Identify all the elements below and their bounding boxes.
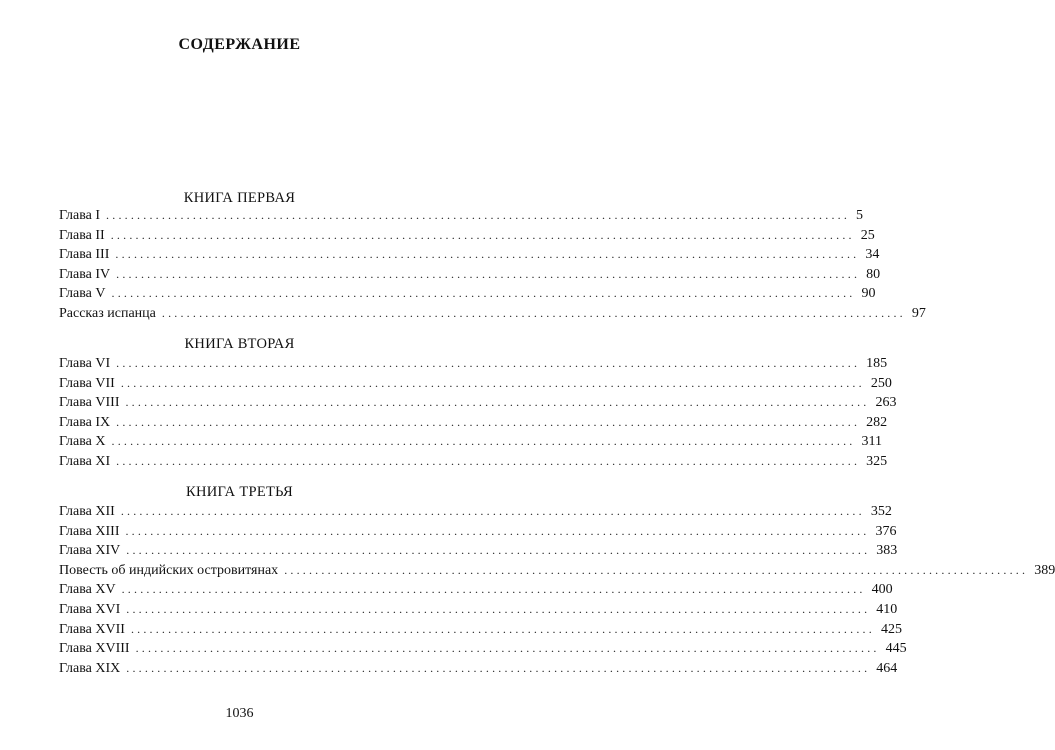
toc-entry-label: Глава I xyxy=(59,208,101,223)
dot-leader: ........................................................................................................................ xyxy=(130,621,875,636)
toc-entry-page: 263 xyxy=(875,395,897,411)
dot-leader: ........................................................................................................................ xyxy=(284,562,1029,577)
toc-entry-page: 400 xyxy=(871,582,893,598)
toc-list-book-3 xyxy=(59,502,1055,678)
dot-leader: ........................................................................................................................ xyxy=(106,208,851,222)
toc-entry-page: 80 xyxy=(866,266,881,282)
toc-entry-label: Глава III xyxy=(59,247,110,263)
toc-entry-page: 250 xyxy=(870,375,892,391)
toc-list-book-1 xyxy=(59,206,926,324)
toc-entry-label: Глава XIII xyxy=(59,523,120,539)
toc-entry-label: Глава XIX xyxy=(59,660,121,676)
toc-entry-page: 352 xyxy=(870,504,892,519)
dot-leader: ........................................................................................................................ xyxy=(116,356,861,370)
toc-entry-label: Рассказ испанца xyxy=(59,305,156,321)
toc-entry-page: 25 xyxy=(860,227,875,243)
dot-leader: ........................................................................................................................ xyxy=(115,247,860,262)
page-title: СОДЕРЖАНИЕ xyxy=(178,36,301,53)
toc-entry-page: 464 xyxy=(876,660,898,676)
toc-entry-label: Глава IX xyxy=(59,414,111,430)
toc-entry-page: 445 xyxy=(885,641,907,657)
toc-entry[interactable] xyxy=(59,354,888,374)
toc-entry-page: 282 xyxy=(866,414,888,430)
toc-entry[interactable] xyxy=(59,452,888,472)
dot-leader: ........................................................................................................................ xyxy=(116,266,861,281)
toc-entry-page: 410 xyxy=(876,601,898,617)
toc-entry-label: Глава XII xyxy=(59,504,115,519)
toc-entry[interactable] xyxy=(59,659,898,679)
dot-leader: ........................................................................................................................ xyxy=(110,227,855,242)
toc-entry-label: Глава X xyxy=(59,434,106,450)
dot-leader: ........................................................................................................................ xyxy=(120,504,865,518)
toc-entry-label: Глава XI xyxy=(59,453,111,469)
toc-entry-label: Глава XV xyxy=(59,582,116,598)
toc-entry[interactable] xyxy=(59,561,1055,581)
dot-leader: ........................................................................................................................ xyxy=(111,286,856,301)
toc-entry[interactable] xyxy=(59,432,882,452)
toc-entry[interactable] xyxy=(59,620,902,640)
toc-entry-page: 389 xyxy=(1034,562,1055,578)
toc-entry[interactable] xyxy=(59,265,881,285)
toc-list-book-2 xyxy=(59,354,897,472)
toc-entry-page: 185 xyxy=(866,356,888,371)
toc-entry-page: 376 xyxy=(875,523,897,539)
toc-entry-label: Глава VIII xyxy=(59,395,120,411)
toc-entry[interactable] xyxy=(59,541,898,561)
toc-entry[interactable] xyxy=(59,374,892,394)
dot-leader: ........................................................................................................................ xyxy=(116,414,861,429)
dot-leader: ........................................................................................................................ xyxy=(111,434,856,449)
toc-entry-label: Глава VI xyxy=(59,356,111,371)
dot-leader: ........................................................................................................................ xyxy=(126,601,871,616)
toc-entry[interactable] xyxy=(59,522,897,542)
toc-entry-page: 425 xyxy=(880,621,902,637)
toc-entry-label: Глава II xyxy=(59,227,105,243)
toc-entry[interactable] xyxy=(59,304,926,324)
toc-entry-label: Глава XVI xyxy=(59,601,121,617)
toc-entry[interactable] xyxy=(59,393,897,413)
dot-leader: ........................................................................................................................ xyxy=(120,375,865,390)
dot-leader: ........................................................................................................................ xyxy=(126,660,871,675)
toc-entry[interactable] xyxy=(59,245,880,265)
toc-entry-label: Глава IV xyxy=(59,266,111,282)
toc-entry-page: 311 xyxy=(861,434,882,450)
toc-entry-page: 34 xyxy=(865,247,880,263)
book-heading-third: КНИГА ТРЕТЬЯ xyxy=(186,484,293,500)
toc-entry[interactable] xyxy=(59,502,892,522)
toc-entry-page: 97 xyxy=(911,305,926,321)
book-heading-second: КНИГА ВТОРАЯ xyxy=(184,336,295,352)
toc-entry-page: 325 xyxy=(866,453,888,469)
toc-entry-label: Глава XVIII xyxy=(59,641,130,657)
toc-entry-label: Повесть об индийских островитянах xyxy=(59,562,279,578)
dot-leader: ........................................................................................................................ xyxy=(126,543,871,558)
toc-entry-label: Глава XIV xyxy=(59,543,121,559)
toc-entry-label: Глава V xyxy=(59,286,106,302)
book-heading-first: КНИГА ПЕРВАЯ xyxy=(183,190,296,206)
dot-leader: ........................................................................................................................ xyxy=(121,582,866,597)
toc-entry[interactable] xyxy=(59,580,893,600)
toc-entry[interactable] xyxy=(59,206,864,226)
dot-leader: ........................................................................................................................ xyxy=(125,523,870,538)
toc-entry-page: 90 xyxy=(861,286,876,302)
dot-leader: ........................................................................................................................ xyxy=(116,453,861,468)
page-number: 1036 xyxy=(225,706,254,721)
toc-entry-page: 5 xyxy=(856,208,864,223)
dot-leader: ........................................................................................................................ xyxy=(135,641,880,656)
dot-leader: ........................................................................................................................ xyxy=(161,305,906,320)
toc-entry[interactable] xyxy=(59,600,898,620)
toc-entry-label: Глава VII xyxy=(59,375,115,391)
toc-entry-page: 383 xyxy=(876,543,898,559)
dot-leader: ........................................................................................................................ xyxy=(125,395,870,410)
toc-entry[interactable] xyxy=(59,226,875,246)
toc-entry-label: Глава XVII xyxy=(59,621,125,637)
toc-entry[interactable] xyxy=(59,284,876,304)
toc-entry[interactable] xyxy=(59,639,907,659)
toc-entry[interactable] xyxy=(59,413,888,433)
